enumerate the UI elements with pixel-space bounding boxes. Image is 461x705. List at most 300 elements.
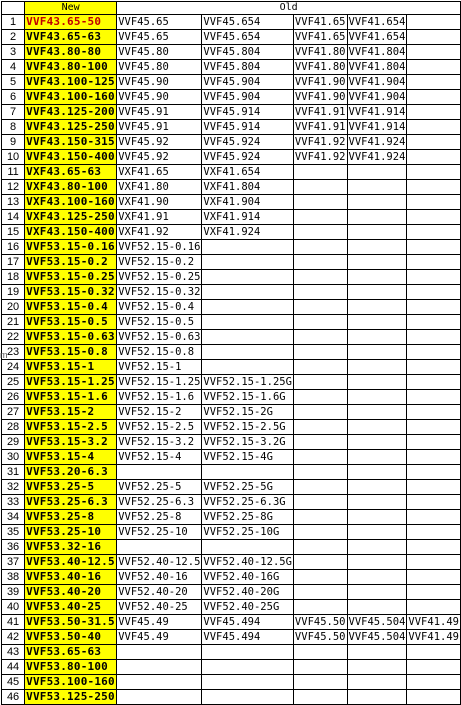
old-model-cell[interactable] (202, 300, 294, 315)
row-number-cell[interactable]: 28 (2, 420, 25, 435)
old-model-cell[interactable]: VVF52.15-0.32 (118, 286, 201, 298)
old-model-cell[interactable] (293, 195, 347, 210)
old-model-cell[interactable]: VVF52.15-2G (202, 405, 294, 420)
old-model-cell[interactable] (347, 480, 407, 495)
old-model-cell[interactable] (407, 165, 461, 180)
old-model-cell[interactable]: VVF45.924 (202, 150, 294, 165)
old-model-cell[interactable]: VVF52.15-0.63 (118, 331, 201, 343)
row-number-cell[interactable]: 25 (2, 375, 25, 390)
old-model-cell[interactable]: VVF52.40-16 (117, 570, 202, 585)
old-model-cell[interactable] (293, 285, 347, 300)
header-blank-cell[interactable] (2, 2, 25, 15)
old-model-cell[interactable] (407, 330, 461, 345)
old-model-cell[interactable] (293, 495, 347, 510)
new-model-cell[interactable]: VVF53.15-0.16 (26, 240, 115, 253)
old-model-cell[interactable]: VVF45.50 (294, 631, 346, 643)
old-model-cell[interactable] (293, 165, 347, 180)
new-model-cell[interactable]: VVF53.25-6.3 (25, 495, 117, 510)
old-model-cell[interactable] (293, 240, 347, 255)
new-model-cell[interactable]: VVF53.40-16 (25, 570, 117, 585)
old-model-cell[interactable]: VVF45.494 (202, 615, 294, 630)
old-model-cell[interactable] (202, 690, 294, 705)
old-model-cell[interactable] (407, 60, 461, 75)
old-model-cell[interactable]: VVF41.654 (348, 31, 406, 43)
row-number-cell[interactable]: 38 (2, 570, 25, 585)
old-model-cell[interactable]: VVF52.40-25G (202, 600, 294, 615)
old-model-cell[interactable]: VVF45.49 (117, 630, 202, 645)
old-model-cell[interactable] (117, 540, 202, 555)
row-number-cell[interactable]: 45 (2, 675, 25, 690)
old-model-cell[interactable]: VVF52.40-20G (202, 585, 294, 600)
old-model-cell[interactable]: VVF52.15-0.4 (117, 300, 202, 315)
row-number-cell[interactable]: 46 (2, 690, 25, 705)
row-number-cell[interactable]: 10 (2, 150, 25, 165)
old-model-cell[interactable] (202, 255, 294, 270)
old-model-cell[interactable]: VVF45.90 (117, 90, 202, 105)
old-model-cell[interactable]: VVF52.15-2.5G (202, 420, 294, 435)
old-model-cell[interactable]: VVF41.804 (348, 61, 406, 73)
row-number-cell[interactable]: 35 (2, 525, 25, 540)
old-model-cell[interactable] (202, 540, 294, 555)
new-model-cell[interactable]: VVF53.80-100 (25, 660, 117, 675)
old-model-cell[interactable]: VVF45.65 (117, 15, 202, 30)
old-model-cell[interactable] (347, 165, 407, 180)
old-model-cell[interactable]: VVF41.914 (348, 106, 406, 118)
old-model-cell[interactable]: VVF52.25-6.3G (202, 495, 294, 510)
old-model-cell[interactable] (407, 300, 461, 315)
old-model-cell[interactable]: VVF41.904 (348, 76, 406, 88)
new-model-cell[interactable]: VVF53.40-25 (25, 600, 117, 615)
new-model-cell[interactable]: VVF43.65-63 (25, 30, 117, 45)
new-model-cell[interactable]: VVF53.25-8 (25, 510, 117, 525)
old-model-cell[interactable]: VXF41.90 (117, 195, 202, 210)
row-number-cell[interactable]: 6 (2, 90, 25, 105)
new-model-cell[interactable]: VVF53.25-5 (25, 480, 117, 495)
old-model-cell[interactable]: VXF41.904 (202, 195, 294, 210)
old-model-cell[interactable] (202, 465, 294, 480)
old-model-cell[interactable] (347, 540, 407, 555)
row-number-cell[interactable]: 2 (2, 30, 25, 45)
old-model-cell[interactable]: VVF41.654 (348, 16, 406, 28)
new-model-cell[interactable]: VXF43.65-63 (25, 165, 117, 180)
old-model-cell[interactable]: VVF41.92 (294, 136, 346, 148)
old-model-cell[interactable] (407, 675, 461, 690)
new-model-cell[interactable]: VVF53.15-0.8 (25, 345, 117, 360)
old-model-cell[interactable]: VVF45.654 (202, 30, 294, 45)
old-model-cell[interactable] (407, 45, 461, 60)
old-model-cell[interactable]: VVF52.15-0.2 (117, 255, 202, 270)
new-model-cell[interactable]: VVF53.25-10 (25, 525, 117, 540)
old-model-cell[interactable] (347, 525, 407, 540)
new-model-cell[interactable]: VVF53.15-2 (25, 405, 117, 420)
old-model-cell[interactable] (407, 375, 461, 390)
old-model-cell[interactable] (407, 270, 461, 285)
row-number-cell[interactable]: 42 (2, 630, 25, 645)
old-model-cell[interactable]: VVF41.80 (294, 61, 346, 73)
old-model-cell[interactable] (407, 120, 461, 135)
new-model-cell[interactable]: VVF53.15-0.25 (26, 270, 115, 283)
old-model-cell[interactable]: VVF45.91 (117, 105, 202, 120)
old-model-cell[interactable] (347, 645, 407, 660)
new-model-cell[interactable]: VVF53.40-12.5 (26, 555, 115, 568)
old-model-cell[interactable] (407, 360, 461, 375)
old-model-cell[interactable]: VVF45.80 (117, 45, 202, 60)
old-model-cell[interactable]: VVF45.50 (294, 616, 346, 628)
new-model-cell[interactable]: VVF53.15-0.4 (25, 300, 117, 315)
row-number-cell[interactable]: 12 (2, 180, 25, 195)
old-model-cell[interactable] (293, 465, 347, 480)
old-model-cell[interactable] (347, 225, 407, 240)
old-model-cell[interactable] (293, 675, 347, 690)
old-model-cell[interactable]: VVF52.40-25 (117, 600, 202, 615)
old-model-cell[interactable] (347, 345, 407, 360)
old-model-cell[interactable]: VVF45.49 (117, 615, 202, 630)
old-model-cell[interactable]: VVF45.504 (348, 631, 406, 643)
old-model-cell[interactable]: VVF45.804 (202, 60, 294, 75)
old-model-cell[interactable] (202, 240, 294, 255)
old-model-cell[interactable] (347, 570, 407, 585)
old-model-cell[interactable] (293, 270, 347, 285)
old-model-cell[interactable]: VVF45.494 (202, 630, 294, 645)
row-number-cell[interactable]: 37 (2, 555, 25, 570)
old-model-cell[interactable] (407, 645, 461, 660)
old-model-cell[interactable]: VVF45.91 (117, 120, 202, 135)
old-model-cell[interactable] (407, 315, 461, 330)
old-model-cell[interactable]: VVF52.15-1.25G (203, 376, 292, 388)
old-model-cell[interactable]: VVF45.80 (117, 60, 202, 75)
row-number-cell[interactable]: 23 (2, 345, 25, 360)
row-number-cell[interactable]: 39 (2, 585, 25, 600)
old-model-cell[interactable] (407, 495, 461, 510)
new-model-cell[interactable]: VVF53.20-6.3 (25, 465, 117, 480)
old-model-cell[interactable]: VXF41.91 (117, 210, 202, 225)
row-number-cell[interactable]: 15 (2, 225, 25, 240)
old-model-cell[interactable]: VVF41.804 (348, 46, 406, 58)
row-number-cell[interactable]: 43 (2, 645, 25, 660)
old-model-cell[interactable] (293, 405, 347, 420)
old-model-cell[interactable] (407, 510, 461, 525)
old-model-cell[interactable] (293, 360, 347, 375)
old-model-cell[interactable] (347, 390, 407, 405)
old-model-cell[interactable] (407, 465, 461, 480)
old-model-cell[interactable] (347, 675, 407, 690)
old-model-cell[interactable] (407, 435, 461, 450)
old-model-cell[interactable]: VVF41.92 (294, 151, 346, 163)
old-model-cell[interactable]: VVF45.924 (202, 135, 294, 150)
row-number-cell[interactable]: 18 (2, 270, 25, 285)
row-number-cell[interactable]: 4 (2, 60, 25, 75)
old-model-cell[interactable] (293, 210, 347, 225)
old-model-cell[interactable]: VVF52.15-0.16 (118, 241, 201, 253)
row-number-cell[interactable]: 29 (2, 435, 25, 450)
old-model-cell[interactable] (293, 585, 347, 600)
old-model-cell[interactable]: VVF45.92 (117, 135, 202, 150)
new-model-cell[interactable]: VVF53.32-16 (25, 540, 117, 555)
old-model-cell[interactable] (347, 555, 407, 570)
new-model-cell[interactable]: VVF53.100-160 (26, 675, 115, 688)
old-model-cell[interactable] (407, 450, 461, 465)
old-model-cell[interactable] (202, 645, 294, 660)
old-model-cell[interactable]: VVF52.15-4G (202, 450, 294, 465)
old-model-cell[interactable] (293, 525, 347, 540)
old-model-cell[interactable] (293, 510, 347, 525)
old-model-cell[interactable] (407, 90, 461, 105)
old-model-cell[interactable]: VVF41.91 (294, 106, 346, 118)
old-model-cell[interactable]: VVF41.904 (348, 91, 406, 103)
header-new[interactable]: New (25, 2, 117, 15)
old-model-cell[interactable] (293, 255, 347, 270)
old-model-cell[interactable]: VXF41.804 (202, 180, 294, 195)
old-model-cell[interactable] (407, 345, 461, 360)
new-model-cell[interactable]: VVF53.125-250 (26, 690, 115, 703)
old-model-cell[interactable] (347, 255, 407, 270)
old-model-cell[interactable]: VXF41.654 (202, 165, 294, 180)
row-number-cell[interactable]: 22 (2, 330, 25, 345)
old-model-cell[interactable] (407, 225, 461, 240)
old-model-cell[interactable] (407, 195, 461, 210)
new-model-cell[interactable]: VXF43.80-100 (25, 180, 117, 195)
row-number-cell[interactable]: 41 (2, 615, 25, 630)
row-number-cell[interactable]: 11 (2, 165, 25, 180)
new-model-cell[interactable]: VVF53.15-3.2 (25, 435, 117, 450)
old-model-cell[interactable]: VVF45.914 (202, 120, 294, 135)
old-model-cell[interactable] (407, 405, 461, 420)
old-model-cell[interactable] (347, 405, 407, 420)
old-model-cell[interactable] (293, 420, 347, 435)
old-model-cell[interactable] (347, 285, 407, 300)
row-number-cell[interactable]: 31 (2, 465, 25, 480)
new-model-cell[interactable]: VXF43.125-250 (26, 210, 115, 223)
old-model-cell[interactable]: VVF52.15-1.6 (117, 390, 202, 405)
old-model-cell[interactable] (293, 600, 347, 615)
old-model-cell[interactable]: VVF52.15-1.25 (118, 376, 201, 388)
old-model-cell[interactable] (407, 75, 461, 90)
old-model-cell[interactable]: VVF52.40-16G (202, 570, 294, 585)
old-model-cell[interactable]: VVF45.804 (202, 45, 294, 60)
old-model-cell[interactable]: VVF52.15-1 (117, 360, 202, 375)
old-model-cell[interactable]: VVF41.91 (294, 121, 346, 133)
old-model-cell[interactable] (407, 585, 461, 600)
row-number-cell[interactable]: 1 (2, 15, 25, 30)
old-model-cell[interactable]: VVF41.924 (348, 136, 406, 148)
old-model-cell[interactable]: VVF45.504 (348, 616, 406, 628)
old-model-cell[interactable]: VVF52.25-8 (117, 510, 202, 525)
new-model-cell[interactable]: VVF53.15-1.25 (26, 375, 115, 388)
old-model-cell[interactable]: VVF45.904 (202, 90, 294, 105)
old-model-cell[interactable] (347, 450, 407, 465)
old-model-cell[interactable] (347, 465, 407, 480)
new-model-cell[interactable]: VVF43.80-80 (25, 45, 117, 60)
old-model-cell[interactable]: VVF45.92 (117, 150, 202, 165)
row-number-cell[interactable]: 8 (2, 120, 25, 135)
old-model-cell[interactable] (293, 690, 347, 705)
old-model-cell[interactable] (347, 420, 407, 435)
old-model-cell[interactable] (347, 180, 407, 195)
new-model-cell[interactable]: VVF53.15-0.5 (25, 315, 117, 330)
new-model-cell[interactable]: VVF53.15-0.2 (25, 255, 117, 270)
old-model-cell[interactable] (347, 360, 407, 375)
new-model-cell[interactable]: VVF43.150-315 (26, 135, 115, 148)
old-model-cell[interactable] (407, 600, 461, 615)
new-model-cell[interactable]: VVF53.15-0.32 (26, 285, 115, 298)
old-model-cell[interactable]: VVF52.15-0.5 (117, 315, 202, 330)
old-model-cell[interactable]: VVF41.90 (294, 91, 346, 103)
row-number-cell[interactable]: 34 (2, 510, 25, 525)
new-model-cell[interactable]: VVF53.15-4 (25, 450, 117, 465)
old-model-cell[interactable] (293, 330, 347, 345)
old-model-cell[interactable]: VVF52.15-0.25 (118, 271, 201, 283)
old-model-cell[interactable] (347, 495, 407, 510)
new-model-cell[interactable]: VVF53.50-31.5 (26, 615, 115, 628)
old-model-cell[interactable] (293, 390, 347, 405)
old-model-cell[interactable] (407, 240, 461, 255)
old-model-cell[interactable]: VVF52.25-5 (117, 480, 202, 495)
row-number-cell[interactable]: 3 (2, 45, 25, 60)
old-model-cell[interactable] (293, 315, 347, 330)
row-number-cell[interactable]: 36 (2, 540, 25, 555)
old-model-cell[interactable] (117, 660, 202, 675)
old-model-cell[interactable] (117, 675, 202, 690)
old-model-cell[interactable] (347, 510, 407, 525)
old-model-cell[interactable]: VVF41.924 (348, 151, 406, 163)
new-model-cell[interactable]: VXF43.150-400 (26, 225, 115, 238)
old-model-cell[interactable]: VVF41.49 (408, 631, 459, 643)
old-model-cell[interactable] (407, 660, 461, 675)
old-model-cell[interactable]: VVF52.15-3.2G (202, 435, 294, 450)
old-model-cell[interactable] (407, 690, 461, 705)
old-model-cell[interactable]: VVF52.15-4 (117, 450, 202, 465)
old-model-cell[interactable] (202, 285, 294, 300)
old-model-cell[interactable]: VVF41.90 (294, 76, 346, 88)
old-model-cell[interactable] (407, 285, 461, 300)
old-model-cell[interactable] (407, 255, 461, 270)
old-model-cell[interactable] (202, 345, 294, 360)
row-number-cell[interactable]: 20 (2, 300, 25, 315)
old-model-cell[interactable] (407, 180, 461, 195)
old-model-cell[interactable] (202, 315, 294, 330)
old-model-cell[interactable] (293, 345, 347, 360)
old-model-cell[interactable]: VXF41.92 (117, 225, 202, 240)
old-model-cell[interactable] (293, 645, 347, 660)
new-model-cell[interactable]: VXF43.100-160 (26, 195, 115, 208)
old-model-cell[interactable]: VVF52.15-2 (117, 405, 202, 420)
old-model-cell[interactable] (202, 675, 294, 690)
old-model-cell[interactable] (117, 645, 202, 660)
old-model-cell[interactable]: VVF52.40-12.5 (118, 556, 201, 568)
old-model-cell[interactable] (293, 375, 347, 390)
old-model-cell[interactable]: VVF45.65 (117, 30, 202, 45)
new-model-cell[interactable]: VVF43.150-400 (26, 150, 115, 163)
old-model-cell[interactable] (202, 660, 294, 675)
old-model-cell[interactable]: VVF41.65 (294, 31, 346, 43)
old-model-cell[interactable] (407, 420, 461, 435)
new-model-cell[interactable]: VVF43.125-250 (26, 120, 115, 133)
old-model-cell[interactable] (117, 690, 202, 705)
old-model-cell[interactable] (293, 180, 347, 195)
old-model-cell[interactable]: VVF41.49 (408, 616, 459, 628)
row-number-cell[interactable]: 13 (2, 195, 25, 210)
old-model-cell[interactable] (407, 210, 461, 225)
header-old[interactable]: Old (117, 2, 461, 15)
old-model-cell[interactable] (407, 555, 461, 570)
old-model-cell[interactable] (407, 150, 461, 165)
old-model-cell[interactable] (407, 570, 461, 585)
row-number-cell[interactable]: 5 (2, 75, 25, 90)
new-model-cell[interactable]: VVF53.15-1 (25, 360, 117, 375)
new-model-cell[interactable]: VVF43.100-160 (26, 90, 115, 103)
old-model-cell[interactable] (347, 690, 407, 705)
old-model-cell[interactable]: VVF52.15-2.5 (117, 420, 202, 435)
old-model-cell[interactable] (407, 105, 461, 120)
old-model-cell[interactable]: VVF41.80 (294, 46, 346, 58)
old-model-cell[interactable] (293, 540, 347, 555)
old-model-cell[interactable]: VVF45.904 (202, 75, 294, 90)
old-model-cell[interactable] (293, 300, 347, 315)
row-number-cell[interactable]: 19 (2, 285, 25, 300)
old-model-cell[interactable] (202, 360, 294, 375)
old-model-cell[interactable]: VVF52.15-3.2 (117, 435, 202, 450)
old-model-cell[interactable] (407, 480, 461, 495)
new-model-cell[interactable]: VVF43.65-50 (25, 15, 117, 30)
row-number-cell[interactable]: 40 (2, 600, 25, 615)
old-model-cell[interactable] (347, 375, 407, 390)
old-model-cell[interactable]: VVF41.65 (294, 16, 346, 28)
new-model-cell[interactable]: VVF43.80-100 (25, 60, 117, 75)
new-model-cell[interactable]: VVF43.125-200 (26, 105, 115, 118)
old-model-cell[interactable] (347, 315, 407, 330)
old-model-cell[interactable] (202, 270, 294, 285)
old-model-cell[interactable] (347, 585, 407, 600)
old-model-cell[interactable] (347, 600, 407, 615)
row-number-cell[interactable]: 32 (2, 480, 25, 495)
row-number-cell[interactable]: 26 (2, 390, 25, 405)
row-number-cell[interactable]: 16 (2, 240, 25, 255)
old-model-cell[interactable] (407, 540, 461, 555)
new-model-cell[interactable]: VVF53.50-40 (25, 630, 117, 645)
old-model-cell[interactable] (407, 135, 461, 150)
new-model-cell[interactable]: VVF43.100-125 (26, 75, 115, 88)
old-model-cell[interactable] (293, 450, 347, 465)
row-number-cell[interactable]: 14 (2, 210, 25, 225)
old-model-cell[interactable]: VXF41.80 (117, 180, 202, 195)
old-model-cell[interactable]: VVF52.40-12.5G (203, 556, 292, 568)
old-model-cell[interactable] (202, 330, 294, 345)
old-model-cell[interactable]: VVF52.15-0.8 (117, 345, 202, 360)
old-model-cell[interactable]: VVF52.25-10 (117, 525, 202, 540)
old-model-cell[interactable]: VVF52.25-10G (202, 525, 294, 540)
old-model-cell[interactable] (293, 660, 347, 675)
old-model-cell[interactable] (407, 15, 461, 30)
old-model-cell[interactable]: VXF41.924 (202, 225, 294, 240)
old-model-cell[interactable] (407, 525, 461, 540)
new-model-cell[interactable]: VVF53.15-1.6 (25, 390, 117, 405)
new-model-cell[interactable]: VVF53.40-20 (25, 585, 117, 600)
old-model-cell[interactable]: VVF45.654 (202, 15, 294, 30)
old-model-cell[interactable] (407, 30, 461, 45)
row-number-cell[interactable]: 7 (2, 105, 25, 120)
row-number-cell[interactable]: 21 (2, 315, 25, 330)
old-model-cell[interactable] (293, 570, 347, 585)
old-model-cell[interactable] (293, 225, 347, 240)
row-number-cell[interactable]: 17 (2, 255, 25, 270)
row-number-cell[interactable]: 27 (2, 405, 25, 420)
old-model-cell[interactable] (347, 210, 407, 225)
old-model-cell[interactable] (347, 330, 407, 345)
old-model-cell[interactable] (407, 390, 461, 405)
old-model-cell[interactable]: VVF52.40-20 (117, 585, 202, 600)
old-model-cell[interactable] (347, 195, 407, 210)
old-model-cell[interactable] (347, 300, 407, 315)
